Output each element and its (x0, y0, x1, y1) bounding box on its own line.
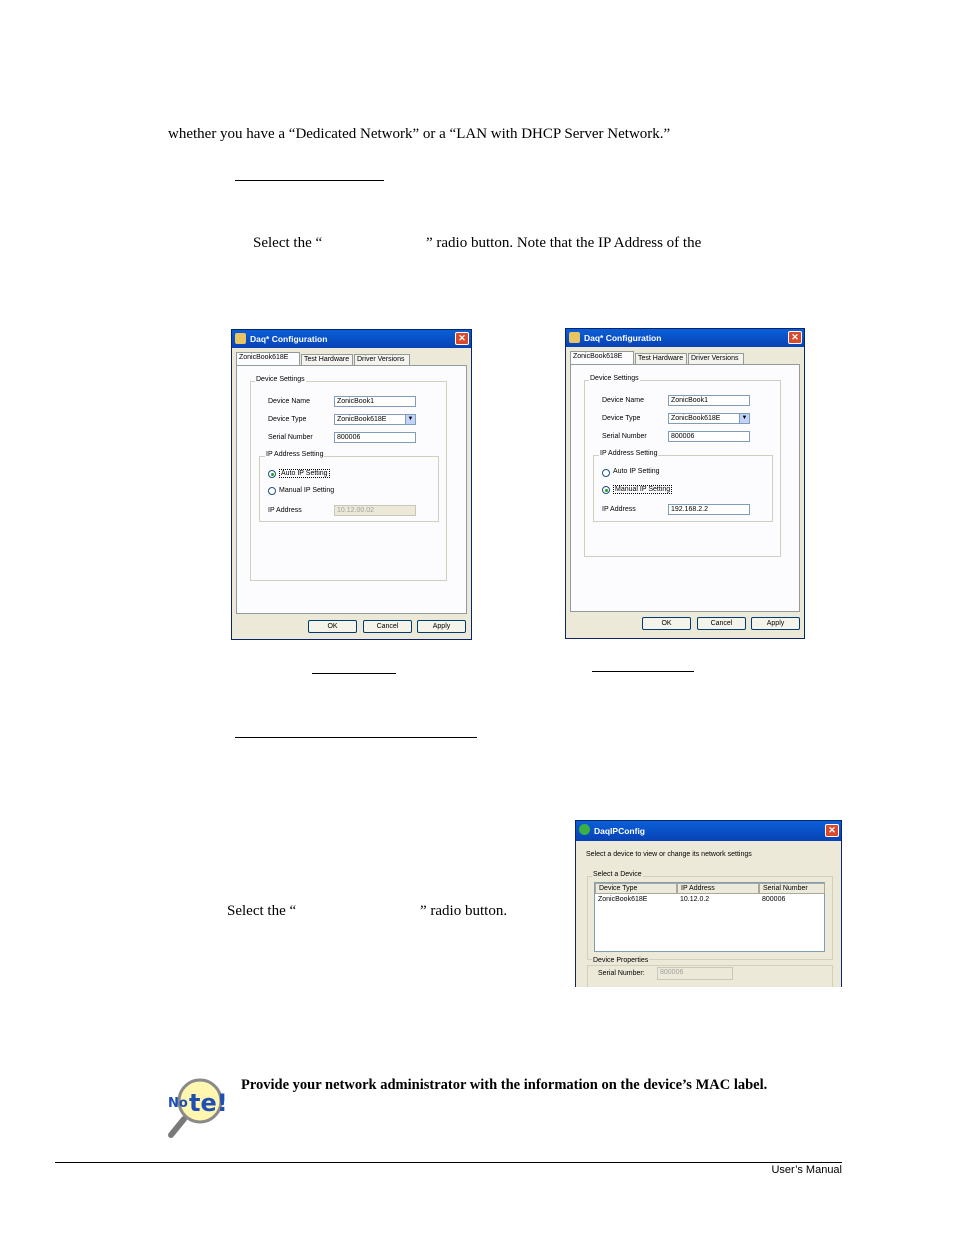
step-dedicated-text-end: ” radio button. Note that the IP Address of the (426, 235, 702, 251)
dialog-titlebar (232, 330, 471, 348)
app-icon (235, 333, 246, 344)
dialog-title: DaqIPConfig (594, 826, 645, 836)
note-icon (166, 1077, 230, 1141)
device-name-field[interactable]: ZonicBook1 (334, 396, 416, 407)
device-settings-label: Device Settings (590, 375, 639, 382)
device-type-label: Device Type (268, 416, 307, 423)
device-properties-label: Device Properties (593, 957, 649, 964)
ip-setting-label: IP Address Setting (600, 450, 658, 457)
svg-text:te!: te! (189, 1089, 228, 1117)
heading-underline-dedicated (235, 180, 384, 181)
ip-address-field[interactable]: 192.168.2.2 (668, 504, 750, 515)
auto-ip-radio[interactable] (602, 469, 610, 477)
step-lan-text-start: Select the “ (227, 903, 297, 919)
app-icon (569, 332, 580, 343)
tab-test-hardware[interactable]: Test Hardware (635, 353, 687, 365)
dialog-title: Daq* Configuration (250, 334, 328, 344)
serial-number-field[interactable]: 800006 (668, 431, 750, 442)
tab-test-hardware[interactable]: Test Hardware (301, 354, 353, 366)
ok-button[interactable]: OK (642, 617, 691, 630)
caption-underline-left (312, 673, 396, 674)
cancel-button[interactable]: Cancel (697, 617, 746, 630)
footer-divider (55, 1162, 842, 1163)
serial-number-field[interactable]: 800006 (334, 432, 416, 443)
manual-ip-radio[interactable] (268, 487, 276, 495)
dialog-titlebar (576, 821, 841, 841)
column-device-type[interactable]: Device Type (595, 883, 677, 894)
apply-button[interactable]: Apply (751, 617, 800, 630)
device-name-field[interactable]: ZonicBook1 (668, 395, 750, 406)
tab-panel (236, 365, 467, 614)
row-device-type[interactable]: ZonicBook618E (598, 896, 648, 903)
step-dedicated-text-start: Select the “ (253, 235, 323, 251)
ip-address-field[interactable]: 10.12.00.02 (334, 505, 416, 516)
ip-setting-label: IP Address Setting (266, 451, 324, 458)
daqipconfig-dialog (575, 820, 842, 987)
tab-driver-versions[interactable]: Driver Versions (688, 353, 744, 365)
device-type-select[interactable] (334, 414, 416, 425)
select-device-label: Select a Device (593, 871, 642, 878)
close-icon[interactable]: ✕ (455, 332, 469, 345)
device-settings-label: Device Settings (256, 376, 305, 383)
tab-panel (570, 364, 800, 612)
device-type-value: ZonicBook618E (337, 416, 387, 423)
daq-config-dialog-auto (231, 329, 472, 640)
close-icon[interactable]: ✕ (825, 824, 839, 837)
column-ip-address[interactable]: IP Address (677, 883, 759, 894)
manual-ip-label[interactable]: Manual IP Setting (615, 486, 671, 493)
device-name-label: Device Name (602, 397, 645, 404)
manual-ip-radio[interactable] (602, 486, 610, 494)
dialog-title: Daq* Configuration (584, 333, 662, 343)
chevron-down-icon[interactable]: ▼ (739, 414, 749, 423)
device-name-label: Device Name (268, 398, 311, 405)
ip-address-label: IP Address (268, 507, 302, 514)
auto-ip-label[interactable]: Auto IP Setting (281, 470, 328, 477)
column-serial-number[interactable]: Serial Number (759, 883, 825, 894)
row-serial-number[interactable]: 800006 (762, 896, 786, 903)
caption-underline-right (592, 671, 694, 672)
ip-address-label: IP Address (602, 506, 636, 513)
step-lan-text-end: ” radio button. (420, 903, 508, 919)
heading-underline-lan (235, 737, 477, 738)
device-list[interactable] (594, 882, 825, 952)
serial-number-label: Serial Number: (598, 970, 645, 977)
device-type-select[interactable] (668, 413, 750, 424)
auto-ip-label[interactable]: Auto IP Setting (613, 468, 660, 475)
serial-number-label: Serial Number (268, 434, 313, 441)
device-type-value: ZonicBook618E (671, 415, 721, 422)
cancel-button[interactable]: Cancel (363, 620, 412, 633)
note-text: Provide your network administrator with the information on the device’s MAC label. (241, 1077, 768, 1093)
tab-driver-versions[interactable]: Driver Versions (354, 354, 410, 366)
daq-config-dialog-manual (565, 328, 805, 639)
manual-ip-label[interactable]: Manual IP Setting (279, 487, 335, 494)
row-ip-address[interactable]: 10.12.0.2 (680, 896, 710, 903)
intro-text: whether you have a “Dedicated Network” or a “LAN with DHCP Server Network.” (168, 126, 671, 142)
app-icon (579, 824, 590, 835)
device-type-label: Device Type (602, 415, 641, 422)
close-icon[interactable]: ✕ (788, 331, 802, 344)
svg-text:No: No (168, 1096, 188, 1111)
instruction-text: Select a device to view or change its network settings (586, 851, 752, 858)
tab-zonicbook[interactable]: ZonicBook618E (570, 351, 634, 365)
dialog-titlebar (566, 329, 804, 347)
serial-number-label: Serial Number (602, 433, 647, 440)
serial-number-field[interactable]: 800006 (657, 967, 733, 980)
tab-zonicbook[interactable]: ZonicBook618E (236, 352, 300, 366)
footer-text: User’s Manual (771, 1164, 842, 1176)
chevron-down-icon[interactable]: ▼ (405, 415, 415, 424)
auto-ip-radio[interactable] (268, 470, 276, 478)
ok-button[interactable]: OK (308, 620, 357, 633)
apply-button[interactable]: Apply (417, 620, 466, 633)
